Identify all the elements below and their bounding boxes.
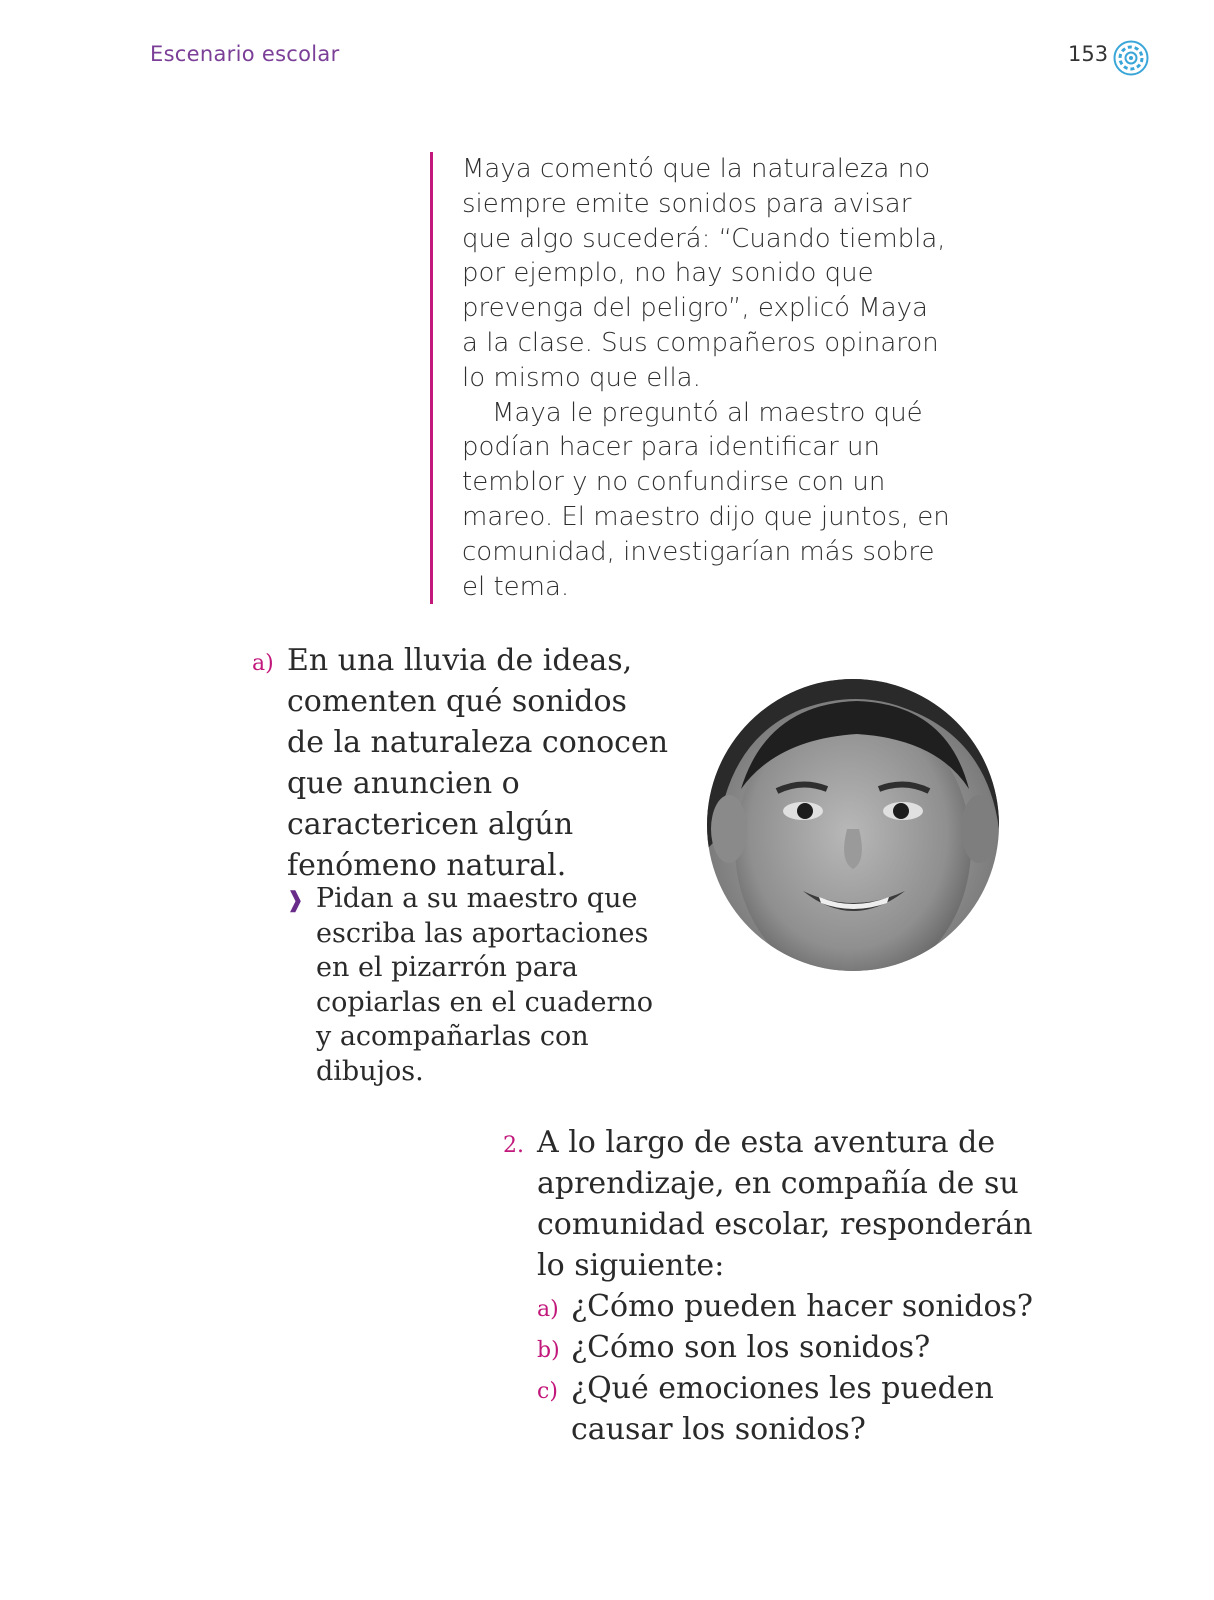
question-text: ¿Cómo pueden hacer sonidos? — [571, 1289, 1033, 1324]
item-marker: a) — [252, 651, 274, 676]
page-number: 153 — [1068, 42, 1109, 66]
story-text-block — [430, 152, 950, 604]
question-item — [537, 1286, 1043, 1327]
question-item — [537, 1327, 1043, 1368]
question-marker: a) — [537, 1297, 559, 1322]
question-marker: b) — [537, 1338, 560, 1363]
circular-emblem-icon — [1113, 40, 1149, 76]
item-marker: 2. — [503, 1133, 524, 1158]
chevron-right-icon: ❱ — [286, 888, 305, 913]
activity-item-a — [252, 640, 672, 886]
question-list — [537, 1286, 1043, 1450]
story-paragraph: Maya comentó que la naturaleza no siempre emite sonidos para avisar que algo sucederá: “Cuando tiembla, por ejemplo, no hay sonido que prevenga del peligro”, explicó Maya a la clase. Sus compañeros opinaron lo mismo que ella. — [462, 154, 946, 393]
activity-instruction: A lo largo de esta aventura de aprendizaje, en compañía de su comunidad escolar, responderán lo siguiente: — [537, 1125, 1033, 1283]
bullet-text: Pidan a su maestro que escriba las aportaciones en el pizarrón para copiarlas en el cuaderno y acompañarlas con dibujos. — [316, 883, 654, 1087]
activity-item-2 — [503, 1122, 1043, 1450]
smiling-child-photo — [707, 679, 999, 971]
story-paragraph: Maya le preguntó al maestro qué podían hacer para identificar un temblor y no confundirse con un mareo. El maestro dijo que juntos, en comunidad, investigarían más sobre el tema. — [462, 397, 950, 602]
section-title: Escenario escolar — [150, 42, 340, 66]
activity-instruction: En una lluvia de ideas, comenten qué sonidos de la naturaleza conocen que anuncien o caractericen algún fenómeno natural. — [287, 643, 669, 883]
question-text: ¿Cómo son los sonidos? — [571, 1330, 931, 1365]
question-item — [537, 1368, 1043, 1450]
question-marker: c) — [537, 1379, 558, 1404]
question-text: ¿Qué emociones les pueden causar los sonidos? — [571, 1371, 994, 1447]
activity-bullet — [286, 882, 666, 1090]
